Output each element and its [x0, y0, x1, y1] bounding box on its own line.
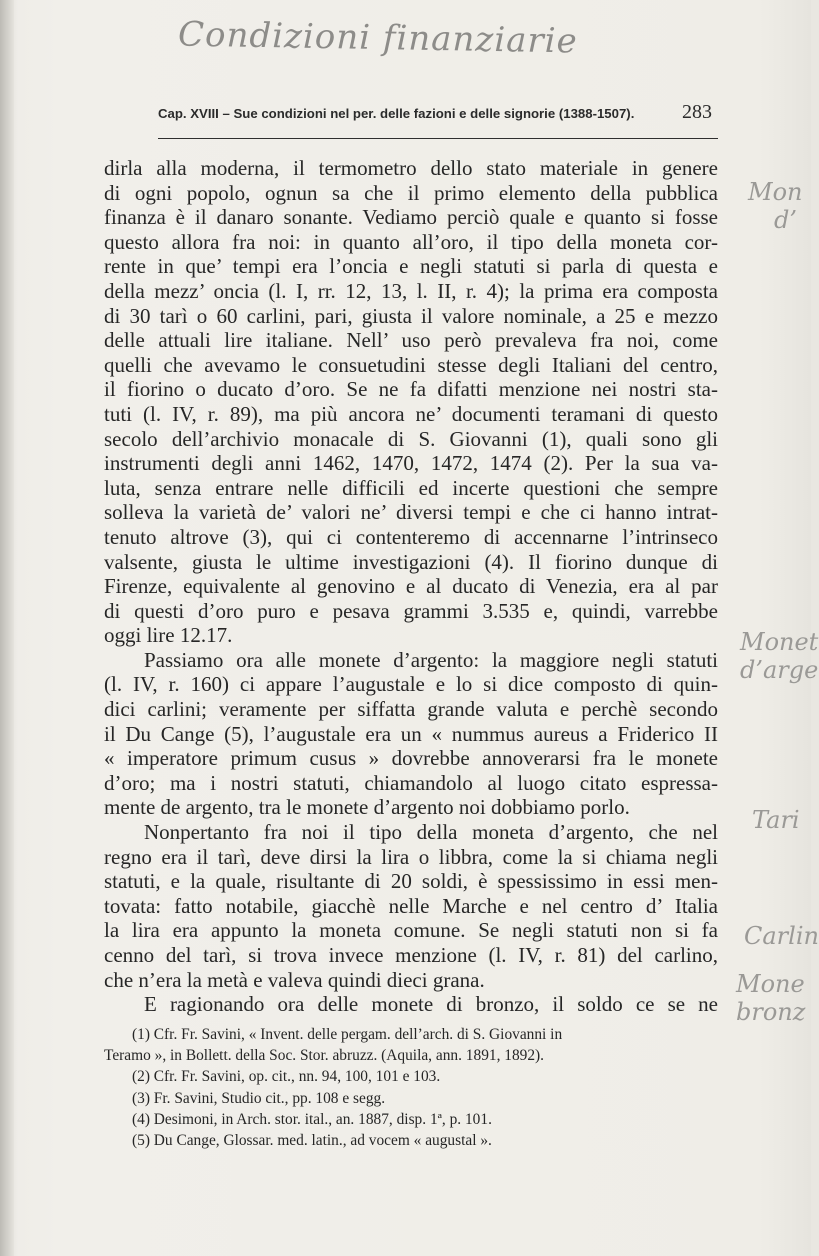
handwritten-title: Condizioni finanziarie	[177, 14, 579, 62]
text-line: Nonpertanto fra noi il tipo della moneta d’argento, che nel	[144, 820, 718, 845]
text-line: questo allora fra noi: in quanto all’oro, il tipo della moneta cor-	[104, 229, 718, 254]
text-line: Firenze, equivalente al genovino e al ducato di Venezia, era al par	[104, 574, 718, 599]
text-line: rente in que’ tempi era l’oncia e negli statuti si parla di questa e	[104, 254, 718, 279]
text-line: luta, senza entrare nelle difficili ed incerte questioni che sempre	[104, 475, 718, 500]
text-line: quelli che avevamo le consuetudini stesse degli Italiani del centro,	[104, 352, 718, 377]
footnote: (4) Desimoni, in Arch. stor. ital., an. 1887, disp. 1ª, p. 101.	[132, 1110, 492, 1128]
footnote: (1) Cfr. Fr. Savini, « Invent. delle pergam. dell’arch. di S. Giovanni in	[132, 1026, 563, 1043]
text-line: instrumenti degli anni 1462, 1470, 1472, 1474 (2). Per la sua va-	[104, 451, 718, 476]
text-line: mente de argento, tra le monete d’argento noi dobbiamo porlo.	[104, 795, 630, 820]
margin-note: Mon d’	[748, 178, 803, 234]
text-line: regno era il tarì, deve dirsi la lira o libbra, come la si chiama negli	[104, 844, 718, 869]
footnote: (5) Du Cange, Glossar. med. latin., ad vocem « augustal ».	[132, 1132, 492, 1150]
text-line: E ragionando ora delle monete di bronzo, il soldo ce se ne	[144, 992, 718, 1017]
text-line: cenno del tarì, si trova invece menzione (l. IV, r. 81) del carlino,	[104, 943, 718, 967]
text-line: la lira era appunto la moneta comune. Se negli statuti non si fa	[104, 918, 718, 943]
text-line: statuti, e la quale, risultante di 20 soldi, è spessissimo in essi men-	[104, 869, 718, 894]
text-line: finanza è il danaro sonante. Vediamo perciò quale e quanto si fosse	[104, 205, 718, 230]
text-line: secolo dell’archivio monacale di S. Giovanni (1), quali sono gli	[104, 426, 718, 451]
text-line: di 30 tarì o 60 carlini, pari, giusta il valore nominale, a 25 e mezzo	[104, 303, 718, 328]
text-line: che n’era la metà e valeva quindi dieci grana.	[104, 967, 485, 992]
text-line: « imperatore primum cusus » dovrebbe annoverarsi fra le monete	[104, 746, 718, 771]
text-line: tuti (l. IV, r. 89), ma più ancora ne’ documenti teramani di questo	[104, 401, 718, 426]
footnote: (2) Cfr. Fr. Savini, op. cit., nn. 94, 100, 101 e 103.	[132, 1068, 441, 1086]
footnote: Teramo », in Bollett. della Soc. Stor. abruzz. (Aquila, ann. 1891, 1892).	[104, 1047, 545, 1065]
text-line: d’oro; ma i nostri statuti, chiamandolo al luogo citato espressa-	[104, 770, 718, 795]
text-line: tovata: fatto notabile, giacchè nelle Marche e nel centro d’ Italia	[104, 893, 718, 918]
text-line: dirla alla moderna, il termometro dello stato materiale in genere	[104, 156, 718, 180]
text-line: il fiorino o ducato d’oro. Se ne fa difatti menzione nei nostri sta-	[104, 377, 718, 402]
margin-note: Tari	[752, 806, 800, 834]
text-line: dici carlini; veramente per siffatta grande valuta e perchè secondo	[104, 697, 718, 722]
margin-note: Carlin	[744, 922, 819, 950]
margin-note: Mone bronz	[736, 970, 806, 1026]
text-line: (l. IV, r. 160) ci appare l’augustale e lo si dice composto di quin-	[104, 672, 718, 697]
text-line: oggi lire 12.17.	[104, 623, 233, 648]
text-line: della mezz’ oncia (l. I, rr. 12, 13, l. II, r. 4); la prima era composta	[104, 278, 718, 303]
running-head	[158, 98, 718, 139]
text-line: valsente, giusta le ultime investigazioni (4). Il fiorino dunque di	[104, 549, 718, 574]
body-text	[104, 156, 718, 1017]
text-line: Passiamo ora alle monete d’argento: la maggiore negli statuti	[144, 647, 718, 672]
footnotes	[104, 1024, 718, 1151]
text-line: di questi d’oro puro e pesava grammi 3.535 e, quindi, varrebbe	[104, 598, 718, 623]
text-line: tenuto altrove (3), qui ci contenteremo di accennarne l’intrinseco	[104, 524, 718, 549]
footnote: (3) Fr. Savini, Studio cit., pp. 108 e segg.	[132, 1089, 386, 1107]
margin-note: Monet d’arge	[740, 628, 819, 684]
book-spine-shadow	[0, 0, 14, 1256]
running-head-text: Cap. XVIII – Sue condizioni nel per. delle fazioni e delle signorie (1388-1507).	[158, 106, 635, 121]
page-number: 283	[682, 101, 712, 123]
text-line: delle attuali lire italiane. Nell’ uso però prevaleva fra noi, come	[104, 328, 718, 353]
text-line: solleva la varietà de’ valori ne’ diversi tempi e che ci hanno intrat-	[104, 500, 718, 525]
text-line: di ogni popolo, ognun sa che il primo elemento della pubblica	[104, 180, 718, 205]
text-line: il Du Cange (5), l’augustale era un « nummus aureus a Friderico II	[104, 721, 718, 746]
